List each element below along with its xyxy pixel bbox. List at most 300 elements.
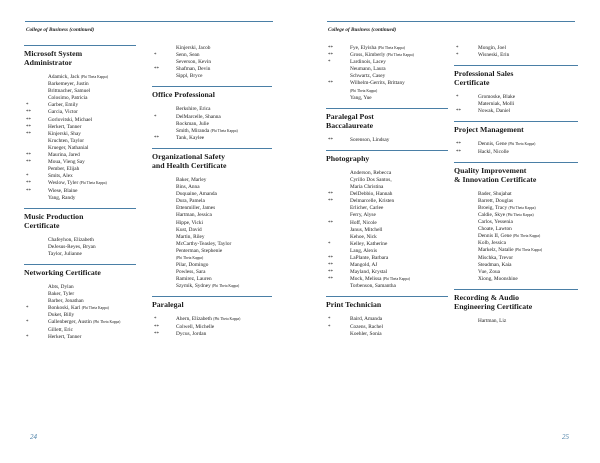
- honor-society-label: (Phi Theta Kappa): [79, 181, 107, 186]
- graduate-entry: [152, 121, 272, 128]
- honor-marker: *: [456, 95, 459, 101]
- graduate-entry: [454, 205, 578, 212]
- graduate-entry: [454, 108, 578, 115]
- graduate-name: Anderson, Rebecca: [350, 169, 392, 176]
- running-header: College of Business (continued): [26, 27, 95, 33]
- program-title-line: Photography: [326, 153, 370, 163]
- graduate-name: Berkshire, Erica: [176, 106, 211, 113]
- graduate-entry: [24, 124, 136, 131]
- graduate-name: Kehoe, Nick: [350, 233, 377, 240]
- honor-marker: **: [328, 270, 333, 276]
- honor-marker: **: [328, 137, 333, 143]
- graduate-entry: [24, 166, 136, 173]
- honor-society-label: (Phi Theta Kappa): [508, 205, 536, 210]
- honor-society-label: (Phi Theta Kappa): [93, 320, 121, 325]
- program-section: [326, 296, 448, 337]
- graduate-entry: [152, 198, 272, 205]
- graduate-entry: [454, 52, 578, 59]
- graduate-name: Dennis II, Gene: [478, 233, 512, 240]
- graduate-entry: [326, 198, 448, 205]
- graduate-name: Adamick, Jack: [48, 74, 80, 80]
- graduate-entry: [152, 205, 272, 212]
- honor-marker: *: [328, 241, 331, 247]
- program-section: [24, 208, 136, 258]
- graduate-name: Baird, Amanda: [350, 316, 383, 323]
- graduate-name: DeJesus-Reyes, Bryan: [48, 243, 96, 250]
- graduate-entry: [24, 180, 136, 187]
- honor-marker: **: [328, 81, 333, 87]
- graduate-entry: [152, 73, 272, 80]
- graduate-name: Gromoske, Blake: [478, 94, 516, 101]
- program-title-line: Quality Improvement: [454, 165, 527, 175]
- graduate-entry: [24, 95, 136, 102]
- program-title: [24, 268, 136, 277]
- graduate-name: Materniak, Molli: [478, 101, 515, 108]
- program-title: [454, 125, 578, 134]
- program-title: [326, 300, 448, 309]
- graduate-name: Dura, Pamela: [176, 198, 205, 205]
- graduate-name: Gillett, Eric: [48, 326, 74, 333]
- graduate-name: Powless, Sara: [176, 269, 206, 276]
- graduate-name: Severson, Kevin: [176, 59, 212, 66]
- graduate-entry: [152, 191, 272, 198]
- graduate-entry: [326, 255, 448, 262]
- graduate-entry: [24, 159, 136, 166]
- graduate-name: Gross, Kimberly: [350, 52, 386, 59]
- graduate-entry: [326, 191, 448, 198]
- column-right-1: [326, 45, 448, 344]
- honor-marker: *: [456, 53, 459, 59]
- right-page: [300, 0, 600, 463]
- graduate-entry: [152, 52, 272, 59]
- section-rule: [326, 108, 448, 109]
- graduate-name: Smits, Alex: [48, 173, 73, 180]
- running-header: College of Business (continued): [328, 27, 397, 33]
- graduate-entry: [152, 106, 272, 113]
- honor-marker: **: [154, 67, 159, 73]
- graduate-name: Herkert, Tanner: [48, 333, 82, 340]
- graduate-entry: [326, 137, 448, 144]
- section-rule: [454, 65, 578, 66]
- graduate-name: Ramirez, Lauren: [176, 276, 212, 283]
- graduate-name: Dennis, Gene: [478, 141, 507, 148]
- graduate-entry: [326, 52, 448, 59]
- program-section: [152, 86, 272, 141]
- program-title-line: Music Production: [24, 211, 84, 221]
- honor-marker: **: [26, 188, 31, 194]
- program-section: [326, 150, 448, 291]
- graduate-name: Senn, Sean: [176, 52, 200, 59]
- graduate-entry: [454, 233, 578, 240]
- column-left-1: [24, 45, 136, 347]
- graduate-entry: [24, 334, 136, 341]
- graduate-entry: [24, 188, 136, 195]
- graduate-entry: [24, 195, 136, 202]
- graduate-name: Colwell, Michelle: [176, 323, 215, 330]
- graduate-entry: [454, 149, 578, 156]
- graduate-name: Yang, Randy: [48, 194, 76, 201]
- graduate-name: Delmarcelle, Kristen: [350, 198, 395, 205]
- graduate-name: LaPlante, Barbara: [350, 254, 389, 261]
- honor-society-label: (Phi Theta Kappa): [210, 128, 238, 133]
- honor-marker: *: [328, 324, 331, 330]
- graduate-name: Shafman, Devin: [176, 66, 211, 73]
- graduate-entry: [24, 74, 136, 81]
- graduate-name: Markelz, Natalie: [478, 247, 514, 254]
- graduate-name: Pember, Elijah: [48, 166, 80, 173]
- graduate-entry: [326, 248, 448, 255]
- graduate-entry: [326, 80, 448, 87]
- program-section: [326, 45, 448, 102]
- honor-marker: *: [26, 320, 29, 326]
- graduate-name: Barber, Jonathan: [48, 298, 84, 305]
- program-title: [152, 300, 272, 309]
- graduate-name: Penterman, Stephenie: [176, 247, 223, 254]
- program-section: [454, 162, 578, 283]
- honor-marker: **: [328, 53, 333, 59]
- graduate-name: Mongin, Joel: [478, 45, 506, 51]
- graduate-name: Pilar, Domingo: [176, 262, 209, 269]
- section-rule: [152, 296, 272, 297]
- graduate-name: Hippe, Vicki: [176, 219, 203, 226]
- program-title-line: Baccalaureate: [326, 120, 374, 130]
- graduate-entry: [326, 212, 448, 219]
- page-number-right: 25: [562, 433, 569, 441]
- graduate-entry: [24, 251, 136, 258]
- graduate-name: Lang, Alexis: [350, 247, 378, 254]
- graduate-name: Kinjerski, Shay: [48, 130, 81, 137]
- honor-marker: **: [154, 135, 159, 141]
- section-rule: [24, 208, 136, 209]
- section-rule: [152, 86, 272, 87]
- graduate-entry: [326, 227, 448, 234]
- honor-marker: **: [154, 331, 159, 337]
- graduate-name: Garber, Emily: [48, 102, 79, 109]
- program-title: [152, 90, 272, 99]
- graduate-entry: [326, 269, 448, 276]
- graduate-entry: [326, 177, 448, 184]
- program-title-line: Certificate: [454, 78, 490, 88]
- graduate-name: Mischka, Trevor: [478, 254, 514, 261]
- program-section: [454, 121, 578, 155]
- honor-society-label: (Phi Theta Kappa): [377, 46, 405, 50]
- honor-marker: **: [26, 117, 31, 123]
- honor-marker: **: [26, 131, 31, 137]
- honor-society-label: (Phi Theta Kappa): [514, 248, 543, 253]
- honor-marker: *: [154, 53, 157, 59]
- graduate-entry: [152, 283, 272, 290]
- program-title-line: Paralegal Post: [326, 111, 374, 121]
- graduate-name: Choate, Lawton: [478, 226, 512, 233]
- honor-marker: **: [26, 181, 31, 187]
- graduate-name: Gorlovitski, Michael: [48, 116, 93, 123]
- graduate-entry: [326, 241, 448, 248]
- honor-marker: **: [26, 124, 31, 130]
- graduate-entry: [24, 138, 136, 145]
- graduate-entry: [24, 102, 136, 109]
- graduate-entry: [152, 316, 272, 323]
- graduate-entry: [152, 220, 272, 227]
- honor-society-label: (Phi Theta Kappa): [81, 306, 109, 311]
- honor-marker: *: [328, 317, 331, 323]
- program-section: [454, 289, 578, 325]
- graduate-entry: [24, 109, 136, 116]
- column-right-2: [454, 45, 578, 331]
- program-title: [152, 152, 272, 170]
- graduate-entry: [152, 128, 272, 135]
- graduate-name: Moua, Vieng Say: [48, 159, 85, 166]
- honor-society-label: (Phi Theta Kappa): [508, 142, 536, 147]
- graduate-name: Gallenberger, Austin: [48, 319, 92, 326]
- program-title: [24, 49, 136, 67]
- graduate-name: Garcia, Victor: [48, 109, 78, 116]
- graduate-name: Smith, Miranda: [176, 127, 210, 134]
- graduate-entry: [152, 331, 272, 338]
- graduate-entry: [24, 81, 136, 88]
- graduate-name: Herkert, Tanner: [48, 123, 82, 130]
- honor-marker: *: [26, 306, 29, 312]
- section-rule: [326, 296, 448, 297]
- column-left-2: [152, 45, 272, 344]
- graduate-entry: [152, 234, 272, 241]
- program-title: [454, 69, 578, 87]
- graduate-name: Carlos, Yessenia: [478, 219, 513, 226]
- honor-society-label: (Phi Theta Kappa): [176, 255, 204, 260]
- graduate-name: Hartman, Jessica: [176, 212, 212, 219]
- graduate-name: Kust, David: [176, 226, 202, 233]
- program-title-line: Professional Sales: [454, 69, 514, 79]
- graduate-entry: [326, 170, 448, 177]
- program-section: [24, 45, 136, 202]
- honor-marker: **: [328, 277, 333, 283]
- graduate-name: Bader, Shujahat: [478, 190, 512, 197]
- graduate-name: Hoff, Nicole: [350, 219, 377, 226]
- graduate-name: Cozens, Rachel: [350, 323, 383, 330]
- graduate-name: Szymik, Sydney: [176, 283, 211, 290]
- graduate-name: Chafeyhon, Elizabeth: [48, 236, 94, 243]
- graduate-name: Janus, Mitchell: [350, 226, 383, 233]
- program-title: [454, 166, 578, 184]
- section-rule: [152, 148, 272, 149]
- graduate-entry: [24, 237, 136, 244]
- graduate-name: Barkemeyer, Justin: [48, 81, 89, 88]
- graduate-entry: [24, 298, 136, 305]
- graduate-name: Dycus, Jordan: [176, 330, 207, 337]
- graduate-entry: [454, 247, 578, 254]
- graduate-name: Bonkoski, Karl: [48, 305, 81, 312]
- program-section: [152, 148, 272, 291]
- honor-marker: *: [26, 103, 29, 109]
- graduate-name: Koehler, Sonia: [350, 330, 382, 337]
- page-number-left: 24: [30, 433, 37, 441]
- graduate-name: Bins, Anna: [176, 184, 200, 191]
- graduate-entry: [24, 319, 136, 326]
- honor-marker: *: [154, 317, 157, 323]
- graduate-entry: [152, 184, 272, 191]
- graduate-entry: [24, 88, 136, 95]
- graduate-entry: [24, 244, 136, 251]
- graduate-entry: [24, 291, 136, 298]
- program-title: [454, 293, 578, 311]
- graduate-entry: [326, 59, 448, 66]
- graduate-name: Steadman, Kaia: [478, 261, 512, 268]
- graduate-entry: [454, 45, 578, 52]
- graduate-name: Kolb, Jessica: [478, 240, 506, 247]
- program-title-line: Organizational Safety: [152, 151, 225, 161]
- honor-society-label: (Phi Theta Kappa): [213, 317, 241, 322]
- graduate-entry: [152, 177, 272, 184]
- graduate-entry: [152, 45, 272, 52]
- program-section: [454, 65, 578, 115]
- graduate-name: Taylor, Julianne: [48, 250, 82, 257]
- graduate-name: Neumann, Laura: [350, 66, 386, 73]
- graduate-entry: [326, 66, 448, 73]
- graduate-name: Caldie, Skye: [478, 211, 506, 218]
- graduate-name: Fye, Elyisha: [350, 45, 377, 51]
- graduate-name: Baker, Marley: [176, 176, 207, 183]
- honor-marker: **: [26, 110, 31, 116]
- graduate-entry: [454, 255, 578, 262]
- graduate-entry: [152, 66, 272, 73]
- graduate-entry: [454, 191, 578, 198]
- graduate-name: Tank, Kaylee: [176, 134, 205, 141]
- program-title-line: Recording & Audio: [454, 292, 519, 302]
- graduate-entry: [24, 284, 136, 291]
- program-title-line: Microsoft System: [24, 49, 83, 58]
- graduate-name: Ferry, Alyse: [350, 212, 376, 219]
- graduate-entry: [24, 305, 136, 312]
- program-title-line: Project Management: [454, 125, 524, 135]
- graduate-entry: [454, 219, 578, 226]
- graduate-entry: [454, 262, 578, 269]
- section-rule: [454, 289, 578, 290]
- graduate-name: Baker, Tyler: [48, 291, 75, 298]
- program-section: [152, 296, 272, 337]
- graduate-entry: [152, 114, 272, 121]
- honor-society-label: (Phi Theta Kappa): [506, 212, 534, 217]
- graduate-entry: [326, 331, 448, 338]
- graduate-name: Duquaine, Amanda: [176, 191, 217, 198]
- graduate-entry: [454, 94, 578, 101]
- graduate-entry: [152, 248, 272, 255]
- graduate-name: Abts, Dylan: [48, 283, 74, 290]
- graduate-entry: [24, 152, 136, 159]
- program-section: [326, 108, 448, 144]
- graduate-entry: [326, 95, 448, 102]
- program-title-line: and Health Certificate: [152, 160, 227, 170]
- program-section: [454, 45, 578, 59]
- graduate-entry: [152, 59, 272, 66]
- honor-society-label: (Phi Theta Kappa): [350, 88, 378, 93]
- graduate-name: Hartman, Liz: [478, 317, 507, 324]
- graduate-entry: [326, 88, 448, 95]
- graduate-name: Mayland, Krystal: [350, 269, 388, 276]
- graduate-entry: [24, 173, 136, 180]
- honor-marker: **: [456, 109, 461, 115]
- graduate-entry: [326, 73, 448, 80]
- section-rule: [24, 264, 136, 265]
- graduate-entry: [326, 220, 448, 227]
- graduate-name: Weslow, Tyler: [48, 180, 79, 187]
- graduate-name: Sippl, Bryce: [176, 73, 203, 80]
- honor-marker: **: [328, 46, 333, 51]
- graduate-entry: [326, 283, 448, 290]
- program-title-line: Certificate: [24, 220, 60, 230]
- graduate-entry: [326, 324, 448, 331]
- graduate-entry: [24, 117, 136, 124]
- honor-marker: **: [26, 153, 31, 159]
- honor-marker: **: [328, 192, 333, 198]
- graduate-entry: [454, 269, 578, 276]
- program-title-line: Administrator: [24, 58, 73, 67]
- graduate-name: Rockman, Julie: [176, 120, 209, 127]
- graduate-entry: [152, 135, 272, 142]
- honor-marker: **: [328, 220, 333, 226]
- honor-marker: **: [328, 255, 333, 261]
- honor-marker: *: [26, 334, 29, 340]
- graduate-name: Cyrillo Dos Santos,: [350, 176, 392, 183]
- graduate-name: Sorenson, Lindsay: [350, 136, 390, 143]
- graduate-entry: [454, 141, 578, 148]
- graduate-entry: [152, 227, 272, 234]
- graduate-name: Maria Christina: [350, 184, 384, 191]
- graduate-name: Wilhelm-Gerrits, Brittany: [350, 80, 405, 87]
- graduate-entry: [326, 205, 448, 212]
- graduate-name: Torbenson, Samantha: [350, 283, 396, 290]
- graduate-entry: [326, 316, 448, 323]
- graduate-name: Martin, Riley: [176, 233, 205, 240]
- graduate-entry: [454, 240, 578, 247]
- graduate-entry: [454, 318, 578, 325]
- graduate-entry: [454, 198, 578, 205]
- graduate-name: Yang, Yue: [350, 94, 372, 101]
- graduate-entry: [152, 324, 272, 331]
- honor-marker: **: [328, 199, 333, 205]
- header-rule: [25, 21, 273, 22]
- honor-marker: **: [456, 142, 461, 148]
- graduate-entry: [454, 101, 578, 108]
- section-rule: [24, 45, 136, 46]
- graduate-name: Wiese, Blaine: [48, 187, 78, 194]
- program-title: [24, 212, 136, 230]
- graduate-name: Broeig, Tracy: [478, 204, 508, 211]
- graduate-entry: [152, 212, 272, 219]
- section-rule: [454, 121, 578, 122]
- program-title-line: Print Technician: [326, 300, 382, 310]
- section-rule: [326, 150, 448, 151]
- honor-marker: **: [154, 324, 159, 330]
- graduate-name: McCarthy-Teasley, Taylor: [176, 240, 232, 247]
- graduate-name: Barrett, Douglas: [478, 197, 514, 204]
- graduate-entry: [152, 262, 272, 269]
- graduate-name: Mock, Melissa: [350, 276, 382, 283]
- graduate-name: Maurina, Jared: [48, 152, 80, 159]
- graduate-name: Schwartz, Casey: [350, 73, 386, 80]
- honor-marker: *: [154, 114, 157, 120]
- graduate-entry: [454, 226, 578, 233]
- graduate-name: Colosimo, Patricia: [48, 95, 88, 102]
- honor-marker: **: [26, 160, 31, 166]
- graduate-name: DelDebbio, Hannah: [350, 191, 393, 198]
- program-title: [326, 112, 448, 130]
- graduate-name: Kinjerski, Jacob: [176, 45, 211, 51]
- graduate-entry: [326, 184, 448, 191]
- graduate-name: Hackl, Nicolle: [478, 148, 509, 155]
- program-title-line: Office Professional: [152, 90, 215, 100]
- graduate-entry: [152, 269, 272, 276]
- graduate-name: Lardinois, Lacey: [350, 59, 386, 66]
- honor-marker: **: [328, 263, 333, 269]
